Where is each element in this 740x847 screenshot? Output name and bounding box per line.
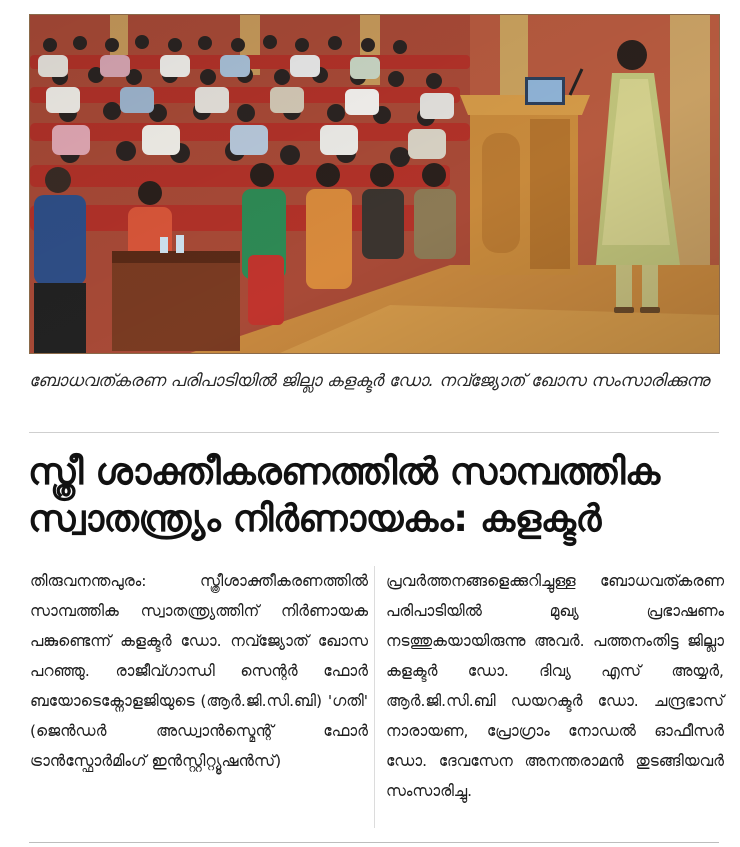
bottom-rule: [29, 842, 719, 843]
photo-caption: ബോധവത്കരണ പരിപാടിയിൽ ജില്ലാ കളക്ടർ ഡോ. നവ്ജ്യോത് ഖോസ സംസാരിക്കുന്നു: [29, 371, 710, 391]
headline: സ്ത്രീ ശാക്തീകരണത്തിൽ സാമ്പത്തിക സ്വാതന്ത്ര്യം നിർണായകം: കളക്ടർ: [28, 450, 660, 540]
news-photo: [29, 14, 720, 354]
caption-divider: [29, 432, 719, 433]
body-column-left: തിരുവനന്തപുരം: സ്ത്രീശാക്തീകരണത്തിൽ സാമ്പത്തിക സ്വാതന്ത്ര്യത്തിന് നിർണായക പങ്കുണ്ടെന്ന് കളക്ടർ ഡോ. നവ്ജ്യോത് ഖോസ പറഞ്ഞു. രാജീവ്ഗാന്ധി സെന്റർ ഫോർ ബയോടെക്നോളജിയുടെ (ആർ.ജി.സി.ബി) 'ഗതി' (ജെൻഡർ അഡ്വാൻസ്മെന്റ് ഫോർ ട്രാൻസ്ഫോർമിംഗ് ഇൻസ്റ്റിറ്റ്യൂഷൻസ്): [30, 572, 368, 770]
body-column-right: പ്രവർത്തനങ്ങളെക്കുറിച്ചുള്ള ബോധവത്കരണ പരിപാടിയിൽ മുഖ്യ പ്രഭാഷണം നടത്തുകയായിരുന്നു അവർ. പത്തനംതിട്ട ജില്ലാ കളക്ടർ ഡോ. ദിവ്യ എസ് അയ്യർ, ആർ.ജി.സി.ബി ഡയറക്ടർ ഡോ. ചന്ദ്രഭാസ് നാരായണ, പ്രോഗ്രാം നോഡൽ ഓഫീസർ ഡോ. ദേവസേന അനന്തരാമൻ തുടങ്ങിയവർ സംസാരിച്ചു.: [386, 572, 724, 800]
photo-illustration: [30, 15, 719, 353]
column-divider: [374, 566, 375, 828]
